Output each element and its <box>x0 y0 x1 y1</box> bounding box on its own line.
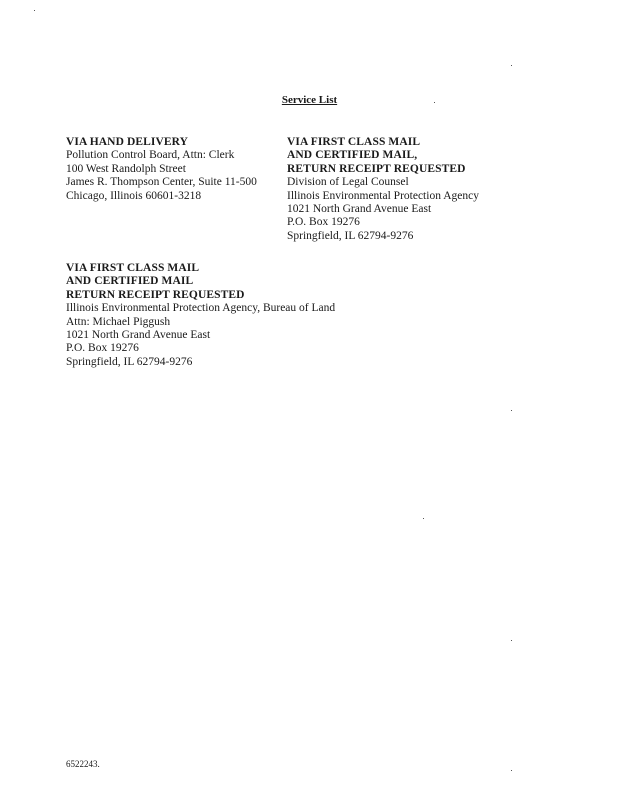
scan-speck <box>511 640 512 641</box>
service-block-bureau-of-land <box>66 262 335 369</box>
document-code: 6522243. <box>66 759 100 769</box>
scan-speck <box>511 410 512 411</box>
address-line: P.O. Box 19276 <box>66 342 139 355</box>
delivery-method-heading: RETURN RECEIPT REQUESTED <box>287 162 466 175</box>
service-block-hand-delivery <box>66 136 257 203</box>
address-line: Illinois Environmental Protection Agency <box>287 189 479 202</box>
address-line: Illinois Environmental Protection Agency, Bureau of Land <box>66 302 336 315</box>
address-line: James R. Thompson Center, Suite 11-500 <box>66 176 257 189</box>
page-title: Service List <box>281 94 338 106</box>
address-line: Chicago, Illinois 60601-3218 <box>66 189 202 202</box>
address-line: Springfield, IL 62794-9276 <box>287 229 414 242</box>
address-line: Attn: Michael Piggush <box>66 315 171 328</box>
delivery-method-heading: VIA FIRST CLASS MAIL <box>66 262 200 274</box>
address-line: Springfield, IL 62794-9276 <box>66 355 193 368</box>
address-line: 100 West Randolph Street <box>66 162 186 175</box>
scan-speck <box>434 102 435 103</box>
address-line: Pollution Control Board, Attn: Clerk <box>66 149 235 162</box>
scan-speck <box>511 770 512 771</box>
scan-speck <box>511 65 512 66</box>
address-line: 1021 North Grand Avenue East <box>287 203 432 216</box>
delivery-method-heading: RETURN RECEIPT REQUESTED <box>66 288 245 301</box>
delivery-method-heading: VIA HAND DELIVERY <box>66 136 189 148</box>
scan-speck <box>423 518 424 519</box>
address-line: 1021 North Grand Avenue East <box>66 329 211 342</box>
delivery-method-heading: AND CERTIFIED MAIL, <box>287 149 418 162</box>
address-line: Division of Legal Counsel <box>287 176 409 189</box>
delivery-method-heading: VIA FIRST CLASS MAIL <box>287 136 421 148</box>
delivery-method-heading: AND CERTIFIED MAIL <box>66 275 194 288</box>
service-block-legal-counsel <box>287 136 479 243</box>
address-line: P.O. Box 19276 <box>287 216 360 229</box>
scan-speck <box>34 10 35 11</box>
